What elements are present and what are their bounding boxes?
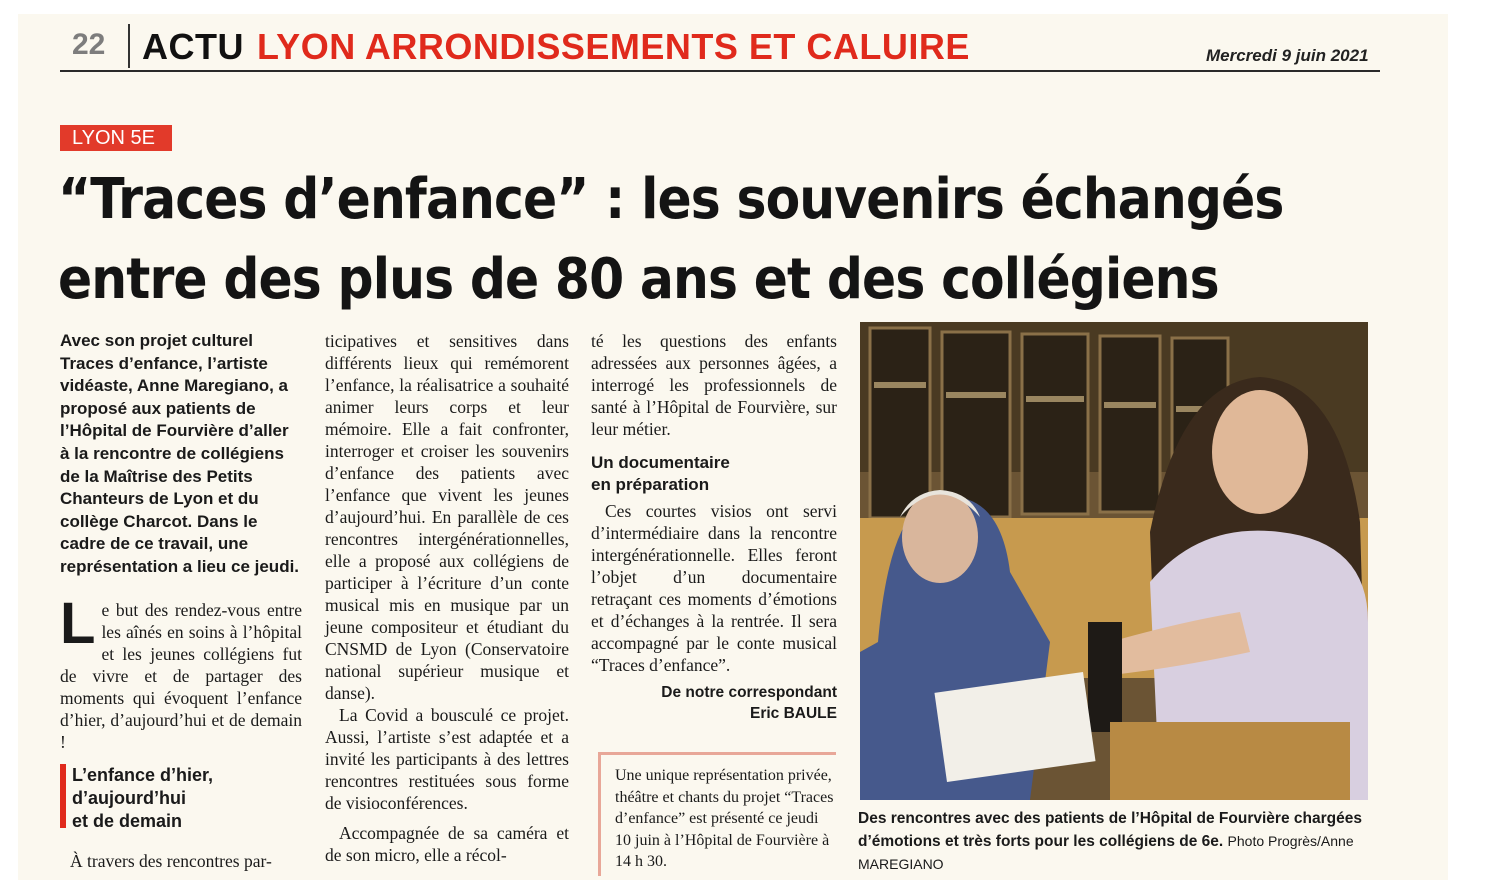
photo-credit: Photo Progrès/Anne MAREGIANO [858,833,1354,872]
info-box [598,752,836,876]
page-number: 22 [72,28,106,61]
signature-author: Eric BAULE [750,705,837,722]
header-divider [128,24,130,68]
photo-illustration [860,322,1368,800]
column-1-tail [60,850,302,872]
article-photo [860,322,1368,800]
caption-text: Des rencontres avec des patients de l’Hôpital de Fourvière chargées d’émotions et très forts pour les collégiens de 6e. [858,810,1362,850]
subhead-line: L’enfance d’hier, [72,765,214,785]
headline-line-2: entre des plus de 80 ans et des collégiens [58,247,1219,312]
subhead-line: en préparation [591,475,710,494]
signature-line: De notre correspondant [661,684,837,701]
col2-paragraph-2: La Covid a bousculé ce projet. Aussi, l’artiste s’est adaptée et a invité les participants à des lettres rencontres restituées sous forme de visioconférences. [325,705,569,813]
subhead-documentaire [591,452,837,496]
info-box-text: Une unique représentation privée, théâtre et chants du projet “Traces d’enfance” est présenté ce jeudi 10 juin à l’Hôpital de Fourvière à 14 h 30. [615,767,834,871]
kicker-label: LYON 5E [60,125,172,151]
col2-paragraph-1: ticipatives et sensitives dans différents lieux qui remémorent l’enfance, la réalisatrice a souhaité animer leurs corps et leur mémoire. Elle a fait confronter, interroger et croiser les souvenirs d’enfance des patients avec l’enfance que vivent les jeunes d’aujourd’hui. En parallèle de ces rencontres intergénérationnelles, elle a proposé aux collégiens de participer à l’écriture d’un conte musical mis en musique par un jeune compositeur et étudiant du CNSMD de Lyon (Conservatoire national supérieur musique et danse). [325,331,569,703]
lead-paragraph [60,590,302,753]
drop-cap: L [60,590,96,656]
signature [591,682,837,724]
col3-paragraph-1: té les questions des enfants adressées aux personnes âgées, a interrogé les professionnels de santé à l’Hôpital de Fourvière, sur leur métier. [591,331,837,439]
section-title: LYON ARRONDISSEMENTS ET CALUIRE [257,26,970,67]
header-rule [60,70,1380,72]
col2-paragraph-3: Accompagnée de sa caméra et de son micro, elle a récol- [325,823,569,865]
col1-tail-text: À travers des rencontres par- [70,851,272,871]
headline-line-1: “Traces d’enfance” : les souvenirs échangés [58,167,1284,232]
headline [58,160,1284,320]
column-3 [591,330,837,724]
column-1 [60,330,302,753]
subhead-line: d’aujourd’hui [72,788,186,808]
subhead-marker [60,764,66,828]
chapo: Avec son projet culturel Traces d’enfance, l’artiste vidéaste, Anne Maregiano, a proposé aux patients de l’Hôpital de Fourvière d’aller à la rencontre de collégiens de la Maîtrise des Petits Chanteurs de Lyon et du collège Charcot. Dans le cadre de ce travail, une représentation a lieu ce jeudi. [60,331,300,576]
column-2 [325,330,569,866]
subhead-enfance [72,764,213,833]
issue-date: Mercredi 9 juin 2021 [1206,46,1369,65]
photo-caption [858,808,1378,876]
subhead-line: Un documentaire [591,453,730,472]
col3-paragraph-2: Ces courtes visios ont servi d’intermédiaire dans la rencontre intergénérationnelle. Elles feront l’objet d’un documentaire retraçant ces moments d’émotions et d’échanges à la rentrée. Il sera accompagné par le conte musical “Traces d’enfance”. [591,501,837,675]
lead-text: e but des rendez-vous entre les aînés en soins à l’hôpital et les jeunes collégiens fut de vivre et de partager des moments qui évoquent l’enfance d’hier, d’aujourd’hui et de demain ! [60,599,302,752]
section-prefix: ACTU [142,26,244,67]
subhead-line: et de demain [72,811,183,831]
